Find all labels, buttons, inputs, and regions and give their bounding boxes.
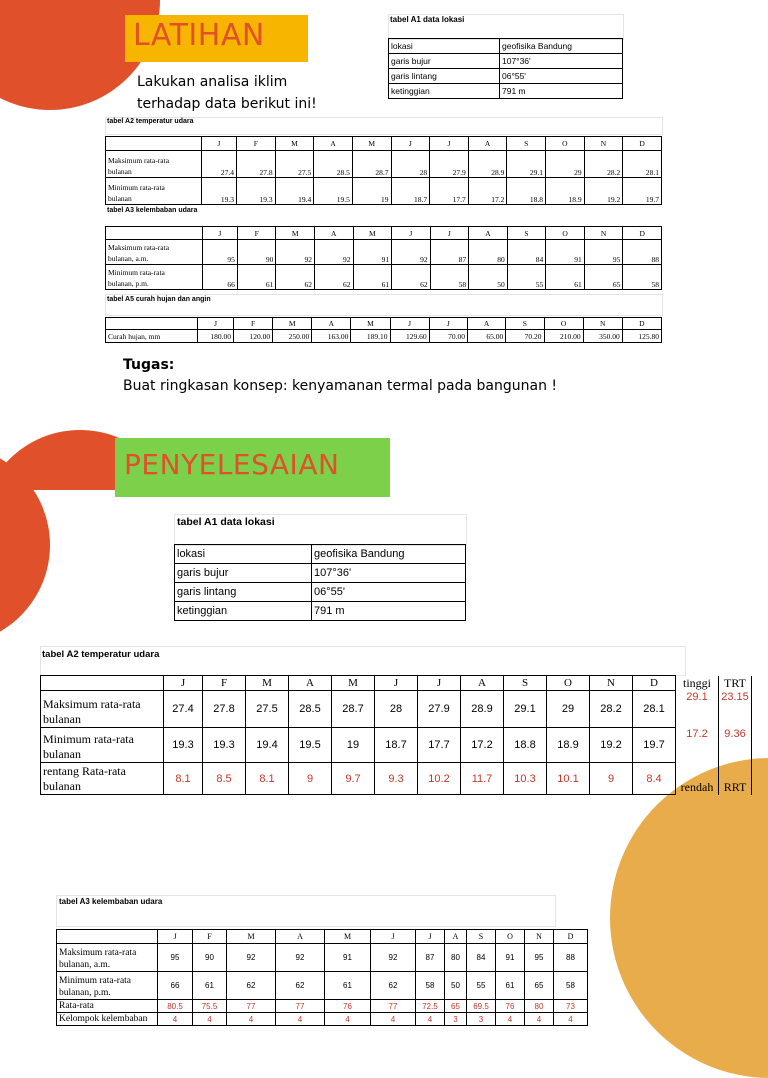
month-header: J [375,676,418,691]
avg-cell: 80.5 [158,1000,193,1013]
month-header: A [468,137,507,151]
value-cell: 27.4 [164,691,203,728]
rendah-label: rendah [676,763,719,795]
month-header: D [633,676,676,691]
month-header: O [546,227,585,240]
month-header: M [332,676,375,691]
a1-key: lokasi [389,39,500,54]
corner-cell [106,318,198,330]
range-cell: 10.3 [504,763,547,795]
group-cell: 4 [193,1013,227,1026]
value-cell: 61 [353,265,392,290]
value-cell: 210.00 [544,330,583,343]
value-cell: 28.7 [352,151,391,178]
month-header: A [314,227,353,240]
month-header: F [234,318,273,330]
a1-key: garis lintang [175,583,312,602]
month-header: D [622,318,661,330]
avg-cell: 75.5 [193,1000,227,1013]
value-cell: 18.9 [547,728,590,763]
latihan-intro [137,71,317,115]
month-header: M [246,676,289,691]
a1-key: lokasi [175,545,312,564]
corner-cell [106,137,202,151]
a3-small-table [105,226,662,290]
a1-key: ketinggian [389,84,500,99]
label-line: Minimum rata-rata [43,732,134,746]
range-cell: 11.7 [461,763,504,795]
value-cell: 58 [554,972,588,1000]
value-cell: 19.3 [201,178,236,205]
month-header: M [353,227,392,240]
month-header: F [237,137,276,151]
value-cell: 61 [325,972,371,1000]
rendah-value: 17.2 [676,728,719,763]
group-cell: 4 [554,1013,588,1026]
value-cell: 28.1 [623,151,662,178]
value-cell: 29 [547,691,590,728]
a5-small-title: tabel A5 curah hujan dan angin [107,296,211,303]
month-header: M [325,930,371,944]
value-cell: 62 [371,972,416,1000]
value-cell: 18.8 [507,178,546,205]
value-cell: 27.8 [237,151,276,178]
value-cell: 19.3 [203,728,246,763]
row-label [106,240,203,265]
value-cell: 66 [158,972,193,1000]
value-cell: 19.2 [590,728,633,763]
group-cell: 3 [445,1013,467,1026]
a1-small-title: tabel A1 data lokasi [390,15,465,24]
month-header: M [227,930,276,944]
label-line: rentang Rata-rata [43,764,126,778]
value-cell: 61 [237,265,276,290]
label-line: bulanan [43,747,81,761]
month-header: F [203,676,246,691]
rrt-value: 9.36 [719,728,752,763]
penyelesaian-title: PENYELESAIAN [124,448,340,481]
month-header: N [584,227,623,240]
a3-small-title: tabel A3 kelembaban udara [107,207,198,214]
avg-cell: 77 [371,1000,416,1013]
value-cell: 87 [416,944,445,972]
month-header: M [351,318,390,330]
a1-value: 06°55' [500,69,623,84]
label-line: bulanan, a.m. [108,254,149,263]
value-cell: 80 [469,240,508,265]
avg-cell: 76 [496,1000,525,1013]
avg-cell: 69.5 [467,1000,496,1013]
value-cell: 18.9 [546,178,585,205]
month-header: D [623,227,662,240]
value-cell: 17.7 [418,728,461,763]
value-cell: 65 [584,265,623,290]
group-cell: 4 [525,1013,554,1026]
label-line: bulanan [43,779,81,793]
month-header: A [314,137,353,151]
month-header: S [467,930,496,944]
value-cell: 70.20 [506,330,544,343]
value-cell: 62 [276,265,315,290]
corner-cell [57,930,158,944]
value-cell: 27.8 [203,691,246,728]
month-header: O [496,930,525,944]
value-cell: 28.5 [289,691,332,728]
month-header: O [547,676,590,691]
penyelesaian-banner [115,438,390,497]
value-cell: 28 [375,691,418,728]
value-cell: 27.4 [201,151,236,178]
month-header: O [544,318,583,330]
value-cell: 19.7 [633,728,676,763]
rrt-label: RRT [719,763,752,795]
group-cell: 4 [325,1013,371,1026]
label-line: Maksimum rata-rata [59,948,137,958]
month-header: J [392,227,431,240]
range-cell: 8.4 [633,763,676,795]
value-cell: 92 [276,240,315,265]
month-header: M [352,137,391,151]
a2-small-table [105,136,662,205]
a1-value: 06°55' [312,583,466,602]
value-cell: 91 [496,944,525,972]
month-header: A [289,676,332,691]
a2-large-table [40,675,752,795]
value-cell: 92 [227,944,276,972]
label-line: Maksimum rata-rata [108,156,170,165]
month-header: S [507,137,546,151]
month-header: F [193,930,227,944]
month-header: J [158,930,193,944]
value-cell: 62 [392,265,431,290]
value-cell: 95 [525,944,554,972]
value-cell: 18.8 [504,728,547,763]
value-cell: 65.00 [467,330,505,343]
a1-value: 791 m [312,602,466,621]
a1-key: garis bujur [389,54,500,69]
tinggi-value: 29.1 [676,691,719,728]
row-label [57,972,158,1000]
value-cell: 18.7 [391,178,430,205]
label-line: bulanan [108,167,132,176]
value-cell: 84 [467,944,496,972]
a2-small-title: tabel A2 temperatur udara [107,118,194,125]
value-cell: 19.7 [623,178,662,205]
value-cell: 19.5 [289,728,332,763]
value-cell: 28.9 [461,691,504,728]
value-cell: 62 [227,972,276,1000]
month-header: F [237,227,276,240]
a1-large-title: tabel A1 data lokasi [177,516,275,528]
label-line: Minimum rata-rata [108,183,165,192]
trt-value: 23.15 [719,691,752,728]
month-header: J [391,137,430,151]
value-cell: 80 [445,944,467,972]
row-label [106,265,203,290]
value-cell: 70.00 [429,330,467,343]
month-header: J [430,137,469,151]
value-cell: 92 [314,240,353,265]
value-cell: 28 [391,151,430,178]
tugas-text: Buat ringkasan konsep: kenyamanan termal pada bangunan ! [123,378,558,394]
value-cell: 29.1 [504,691,547,728]
value-cell: 350.00 [583,330,622,343]
value-cell: 62 [314,265,353,290]
label-line: Minimum rata-rata [59,976,132,986]
month-header: M [273,318,312,330]
row-label: Kelompok kelembaban [57,1013,158,1026]
a1-value: 107°36' [312,564,466,583]
month-header: N [583,318,622,330]
value-cell: 95 [158,944,193,972]
month-header: A [461,676,504,691]
label-line: bulanan [108,194,132,203]
value-cell: 61 [193,972,227,1000]
month-header: J [198,318,234,330]
value-cell: 90 [193,944,227,972]
group-cell: 4 [371,1013,416,1026]
avg-cell: 77 [276,1000,325,1013]
label-line: Maksimum rata-rata [108,243,170,252]
month-header: M [276,227,315,240]
avg-cell: 77 [227,1000,276,1013]
value-cell: 17.7 [430,178,469,205]
value-cell: 19.4 [246,728,289,763]
month-header: A [469,227,508,240]
month-header: J [371,930,416,944]
value-cell: 129.60 [390,330,429,343]
value-cell: 28.7 [332,691,375,728]
latihan-title: LATIHAN [133,18,265,53]
range-cell: 9.3 [375,763,418,795]
value-cell: 180.00 [198,330,234,343]
month-header: J [429,318,467,330]
label-line: Maksimum rata-rata [43,697,141,711]
month-header: J [418,676,461,691]
value-cell: 19 [332,728,375,763]
month-header: A [276,930,325,944]
latihan-banner [125,15,308,62]
value-cell: 28.2 [584,151,623,178]
row-label [41,763,164,795]
value-cell: 28.5 [314,151,353,178]
value-cell: 87 [430,240,469,265]
value-cell: 55 [507,265,546,290]
value-cell: 90 [237,240,276,265]
month-header: J [390,318,429,330]
intro-line-1: Lakukan analisa iklim [137,74,288,90]
label-line: bulanan [43,712,81,726]
value-cell: 58 [623,265,662,290]
value-cell: 88 [554,944,588,972]
month-header: J [202,227,237,240]
value-cell: 92 [276,944,325,972]
value-cell: 95 [584,240,623,265]
value-cell: 55 [467,972,496,1000]
range-cell: 9 [289,763,332,795]
row-label: Rata-rata [57,1000,158,1013]
a1-key: garis lintang [389,69,500,84]
a1-value: 107°36' [500,54,623,69]
a1-small-table [388,38,623,99]
value-cell: 28.9 [468,151,507,178]
value-cell: 19.3 [164,728,203,763]
value-cell: 65 [525,972,554,1000]
month-header: J [201,137,236,151]
intro-line-2: terhadap data berikut ini! [137,96,317,112]
corner-cell [106,227,203,240]
group-cell: 4 [276,1013,325,1026]
group-cell: 3 [467,1013,496,1026]
value-cell: 17.2 [468,178,507,205]
value-cell: 19.3 [237,178,276,205]
value-cell: 19.5 [314,178,353,205]
value-cell: 95 [202,240,237,265]
value-cell: 58 [416,972,445,1000]
range-cell: 8.1 [164,763,203,795]
group-cell: 4 [227,1013,276,1026]
value-cell: 91 [325,944,371,972]
trt-label: TRT [719,676,752,691]
month-header: N [590,676,633,691]
row-label [106,178,202,205]
a1-value: 791 m [500,84,623,99]
value-cell: 28.1 [633,691,676,728]
month-header: N [584,137,623,151]
month-header: D [623,137,662,151]
label-line: bulanan, p.m. [108,279,149,288]
value-cell: 29.1 [507,151,546,178]
a1-large-table [174,544,466,621]
avg-cell: 76 [325,1000,371,1013]
value-cell: 19.4 [275,178,314,205]
value-cell: 27.5 [275,151,314,178]
avg-cell: 80 [525,1000,554,1013]
tinggi-label: tinggi [676,676,719,691]
value-cell: 61 [496,972,525,1000]
value-cell: 17.2 [461,728,504,763]
value-cell: 88 [623,240,662,265]
value-cell: 61 [546,265,585,290]
gold-circle-right [610,758,768,1078]
a5-small-table [105,317,662,343]
row-label [41,728,164,763]
month-header: S [504,676,547,691]
value-cell: 92 [392,240,431,265]
avg-cell: 72.5 [416,1000,445,1013]
tugas-label: Tugas: [123,357,175,373]
value-cell: 84 [507,240,546,265]
a1-value: geofisika Bandung [312,545,466,564]
month-header: S [506,318,544,330]
row-label [106,151,202,178]
value-cell: 18.7 [375,728,418,763]
range-cell: 10.1 [547,763,590,795]
avg-cell: 73 [554,1000,588,1013]
value-cell: 19 [352,178,391,205]
month-header: A [467,318,505,330]
month-header: N [525,930,554,944]
value-cell: 50 [469,265,508,290]
month-header: O [546,137,585,151]
value-cell: 189.10 [351,330,390,343]
month-header: J [164,676,203,691]
a3-large-table [56,929,588,1026]
row-label [57,944,158,972]
avg-cell: 65 [445,1000,467,1013]
group-cell: 4 [496,1013,525,1026]
a2-large-title: tabel A2 temperatur udara [42,649,160,660]
row-label: Curah hujan, mm [106,330,198,343]
value-cell: 250.00 [273,330,312,343]
row-label [41,691,164,728]
month-header: J [416,930,445,944]
value-cell: 92 [371,944,416,972]
month-header: A [445,930,467,944]
value-cell: 62 [276,972,325,1000]
value-cell: 120.00 [234,330,273,343]
month-header: J [430,227,469,240]
a1-key: garis bujur [175,564,312,583]
label-line: bulanan, a.m. [59,960,111,970]
value-cell: 27.9 [430,151,469,178]
a1-value: geofisika Bandung [500,39,623,54]
range-cell: 9 [590,763,633,795]
corner-cell [41,676,164,691]
value-cell: 66 [202,265,237,290]
value-cell: 19.2 [584,178,623,205]
a1-key: ketinggian [175,602,312,621]
tugas-block [123,355,557,397]
value-cell: 91 [546,240,585,265]
value-cell: 58 [430,265,469,290]
group-cell: 4 [158,1013,193,1026]
value-cell: 91 [353,240,392,265]
value-cell: 125.80 [622,330,661,343]
label-line: bulanan, p.m. [59,988,111,998]
range-cell: 9.7 [332,763,375,795]
range-cell: 8.5 [203,763,246,795]
value-cell: 28.2 [590,691,633,728]
value-cell: 27.5 [246,691,289,728]
month-header: D [554,930,588,944]
month-header: S [507,227,546,240]
value-cell: 50 [445,972,467,1000]
value-cell: 29 [546,151,585,178]
a3-large-title: tabel A3 kelembaban udara [59,897,163,906]
range-cell: 10.2 [418,763,461,795]
value-cell: 27.9 [418,691,461,728]
month-header: A [312,318,351,330]
range-cell: 8.1 [246,763,289,795]
label-line: Minimum rata-rata [108,268,165,277]
month-header: M [275,137,314,151]
group-cell: 4 [416,1013,445,1026]
value-cell: 163.00 [312,330,351,343]
